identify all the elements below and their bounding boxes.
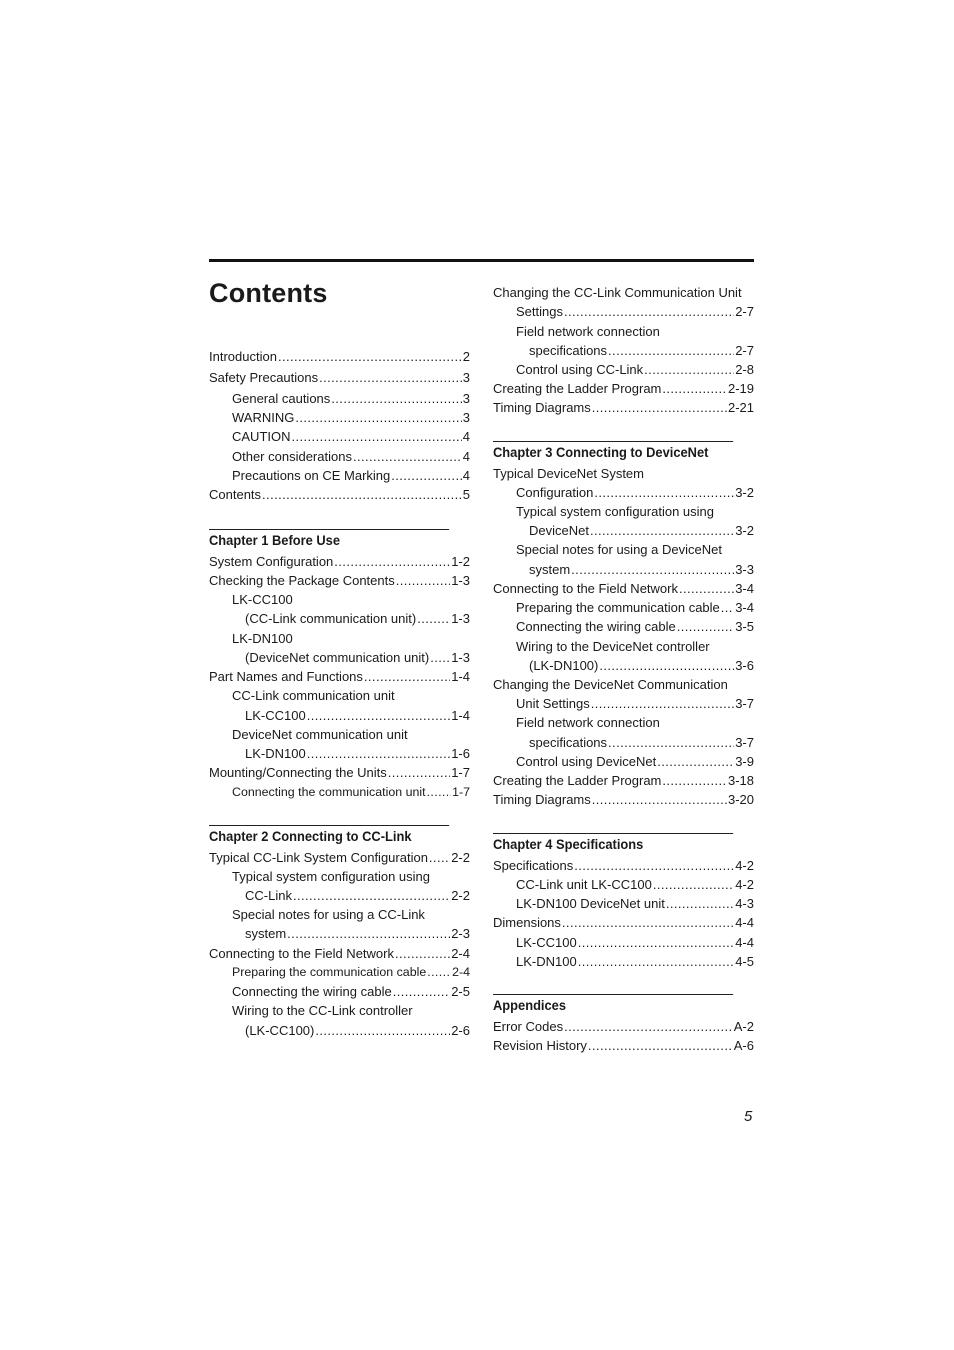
toc-entry-contents[interactable]: Contents ..... 5 <box>209 485 470 504</box>
toc-entry-cc-link[interactable]: CC-Link ..... 2-2 <box>209 886 470 905</box>
leader-dots <box>562 913 734 932</box>
toc-entry-ladder-program-3[interactable]: Creating the Ladder Program ..... 3-18 <box>493 771 754 790</box>
toc-line-changing-devicenet-unit[interactable]: Changing the DeviceNet Communication <box>493 677 728 692</box>
toc-line-lk-cc100[interactable]: LK-CC100 <box>232 592 293 607</box>
toc-entry-ce-marking[interactable]: Precautions on CE Marking ..... 4 <box>209 466 470 485</box>
toc-entry-system[interactable]: system ..... 2-3 <box>209 924 470 943</box>
leader-dots <box>679 579 734 598</box>
toc-entry-lk-cc100[interactable]: LK-CC100 ..... 1-4 <box>209 706 470 725</box>
toc-entry-introduction[interactable]: Introduction ..... 2 <box>209 347 470 366</box>
toc-entry-revision-history[interactable]: Revision History ..... A-6 <box>493 1036 754 1055</box>
toc-line-typical-devicenet-system[interactable]: Typical DeviceNet System <box>493 466 644 481</box>
toc-entry-typical-cc-link-system[interactable]: Typical CC-Link System Configuration ..... 2-2 <box>209 848 470 867</box>
toc-entry-preparing-cable[interactable]: Preparing the communication cable ..... 2-4 <box>209 963 470 982</box>
leader-dots <box>334 552 450 571</box>
leader-dots <box>564 302 734 321</box>
leader-dots <box>657 752 734 771</box>
leader-dots <box>594 483 734 502</box>
toc-line-typical-config-devicenet[interactable]: Typical system configuration using <box>516 504 714 519</box>
toc-line-devicenet-comm-unit[interactable]: DeviceNet communication unit <box>232 727 408 742</box>
leader-dots <box>396 571 450 590</box>
toc-line-changing-cc-link-unit[interactable]: Changing the CC-Link Communication Unit <box>493 285 742 300</box>
toc-entry-dimensions[interactable]: Dimensions ..... 4-4 <box>493 913 754 932</box>
toc-entry-lk-dn100[interactable]: LK-DN100 ..... 1-6 <box>209 744 470 763</box>
toc-entry-part-names[interactable]: Part Names and Functions ..... 1-4 <box>209 667 470 686</box>
leader-dots <box>599 656 734 675</box>
toc-line-wiring-devicenet-controller[interactable]: Wiring to the DeviceNet controller <box>516 639 710 654</box>
toc-entry-devicenet-unit[interactable]: (DeviceNet communication unit) ..... 1-3 <box>209 648 470 667</box>
toc-entry-specifications-3[interactable]: specifications ..... 3-7 <box>493 733 754 752</box>
leader-dots <box>608 341 734 360</box>
leader-dots <box>578 952 735 971</box>
toc-entry-cc-link-unit-spec[interactable]: CC-Link unit LK-CC100 ..... 4-2 <box>493 875 754 894</box>
leader-dots <box>395 944 450 963</box>
leader-dots <box>295 408 461 427</box>
leader-dots <box>278 347 462 366</box>
toc-entry-mounting-connecting[interactable]: Mounting/Connecting the Units ..... 1-7 <box>209 763 470 782</box>
leader-dots <box>571 560 734 579</box>
leader-dots <box>574 856 734 875</box>
leader-dots <box>677 617 734 636</box>
leader-dots <box>307 706 451 725</box>
page-title: Contents <box>209 278 328 308</box>
leader-dots <box>364 667 450 686</box>
leader-dots <box>588 1036 733 1055</box>
toc-entry-unit-settings[interactable]: Unit Settings ..... 3-7 <box>493 694 754 713</box>
leader-dots <box>608 733 734 752</box>
toc-entry-connecting-field-network[interactable]: Connecting to the Field Network ..... 2-4 <box>209 944 470 963</box>
toc-entry-timing-diagrams-2[interactable]: Timing Diagrams ..... 2-21 <box>493 398 754 417</box>
toc-entry-settings[interactable]: Settings ..... 2-7 <box>493 302 754 321</box>
chapter-1-heading: Chapter 1 Before Use <box>209 529 449 549</box>
toc-entry-timing-diagrams-3[interactable]: Timing Diagrams ..... 3-20 <box>493 790 754 809</box>
toc-line-cc-link-comm-unit[interactable]: CC-Link communication unit <box>232 688 395 703</box>
toc-entry-warning[interactable]: WARNING ..... 3 <box>209 408 470 427</box>
leader-dots <box>644 360 734 379</box>
toc-entry-connecting-comm-unit[interactable]: Connecting the communication unit ..... 1-7 <box>209 783 470 802</box>
toc-entry-system-3[interactable]: system ..... 3-3 <box>493 560 754 579</box>
toc-entry-ladder-program-2[interactable]: Creating the Ladder Program ..... 2-19 <box>493 379 754 398</box>
toc-line-typical-config-using[interactable]: Typical system configuration using <box>232 869 430 884</box>
toc-line-field-network-connection[interactable]: Field network connection <box>516 324 660 339</box>
page-number: 5 <box>744 1108 753 1125</box>
leader-dots <box>430 648 450 667</box>
leader-dots <box>662 771 727 790</box>
toc-entry-package-contents[interactable]: Checking the Package Contents ..... 1-3 <box>209 571 470 590</box>
toc-entry-configuration[interactable]: Configuration ..... 3-2 <box>493 483 754 502</box>
toc-entry-lk-dn100-dim[interactable]: LK-DN100 ..... 4-5 <box>493 952 754 971</box>
chapter-4-heading: Chapter 4 Specifications <box>493 833 733 853</box>
leader-dots <box>417 609 450 628</box>
leader-dots <box>427 963 451 982</box>
toc-line-special-notes-cc-link[interactable]: Special notes for using a CC-Link <box>232 907 425 922</box>
leader-dots <box>391 466 462 485</box>
leader-dots <box>578 933 735 952</box>
appendices-heading: Appendices <box>493 994 733 1014</box>
toc-entry-control-using-devicenet[interactable]: Control using DeviceNet ..... 3-9 <box>493 752 754 771</box>
leader-dots <box>662 379 727 398</box>
toc-entry-other-considerations[interactable]: Other considerations ..... 4 <box>209 447 470 466</box>
leader-dots <box>653 875 734 894</box>
toc-entry-error-codes[interactable]: Error Codes ..... A-2 <box>493 1017 754 1036</box>
leader-dots <box>262 485 462 504</box>
leader-dots <box>315 1021 450 1040</box>
leader-dots <box>292 427 462 446</box>
toc-line-special-notes-devicenet[interactable]: Special notes for using a DeviceNet <box>516 542 722 557</box>
leader-dots <box>393 982 450 1001</box>
toc-entry-devicenet-unit-spec[interactable]: LK-DN100 DeviceNet unit ..... 4-3 <box>493 894 754 913</box>
chapter-3-heading: Chapter 3 Connecting to DeviceNet <box>493 441 733 461</box>
toc-entry-cc-link-unit[interactable]: (CC-Link communication unit) ..... 1-3 <box>209 609 470 628</box>
leader-dots <box>591 694 735 713</box>
chapter-2-heading: Chapter 2 Connecting to CC-Link <box>209 825 449 845</box>
toc-line-wiring-cc-link-controller[interactable]: Wiring to the CC-Link controller <box>232 1003 413 1018</box>
leader-dots <box>592 398 727 417</box>
leader-dots <box>590 521 734 540</box>
toc-entry-preparing-cable-3[interactable]: Preparing the communication cable ..... 3-4 <box>493 598 754 617</box>
toc-entry-connecting-wiring-cable[interactable]: Connecting the wiring cable ..... 2-5 <box>209 982 470 1001</box>
leader-dots <box>287 924 450 943</box>
toc-entry-devicenet[interactable]: DeviceNet ..... 3-2 <box>493 521 754 540</box>
leader-dots <box>427 783 452 802</box>
leader-dots <box>388 763 450 782</box>
toc-entry-specifications[interactable]: Specifications ..... 4-2 <box>493 856 754 875</box>
toc-line-lk-dn100[interactable]: LK-DN100 <box>232 631 293 646</box>
top-rule <box>209 259 754 262</box>
toc-entry-lk-dn100-wiring[interactable]: (LK-DN100) ..... 3-6 <box>493 656 754 675</box>
leader-dots <box>429 848 450 867</box>
leader-dots <box>331 389 461 408</box>
toc-entry-lk-cc100-wiring[interactable]: (LK-CC100) ..... 2-6 <box>209 1021 470 1040</box>
leader-dots <box>353 447 462 466</box>
toc-entry-system-configuration[interactable]: System Configuration ..... 1-2 <box>209 552 470 571</box>
toc-entry-lk-cc100-dim[interactable]: LK-CC100 ..... 4-4 <box>493 933 754 952</box>
toc-entry-caution[interactable]: CAUTION ..... 4 <box>209 427 470 446</box>
leader-dots <box>293 886 450 905</box>
toc-entry-safety-precautions[interactable]: Safety Precautions ..... 3 <box>209 368 470 387</box>
leader-dots <box>564 1017 733 1036</box>
toc-entry-specifications-2[interactable]: specifications ..... 2-7 <box>493 341 754 360</box>
leader-dots <box>307 744 451 763</box>
toc-entry-control-using-cc-link[interactable]: Control using CC-Link ..... 2-8 <box>493 360 754 379</box>
toc-entry-connecting-wiring-cable-3[interactable]: Connecting the wiring cable ..... 3-5 <box>493 617 754 636</box>
toc-line-field-network-connection-3[interactable]: Field network connection <box>516 715 660 730</box>
leader-dots <box>666 894 734 913</box>
leader-dots <box>592 790 727 809</box>
leader-dots <box>319 368 462 387</box>
toc-entry-connecting-field-network-3[interactable]: Connecting to the Field Network ..... 3-4 <box>493 579 754 598</box>
toc-entry-general-cautions[interactable]: General cautions ..... 3 <box>209 389 470 408</box>
leader-dots <box>721 598 734 617</box>
